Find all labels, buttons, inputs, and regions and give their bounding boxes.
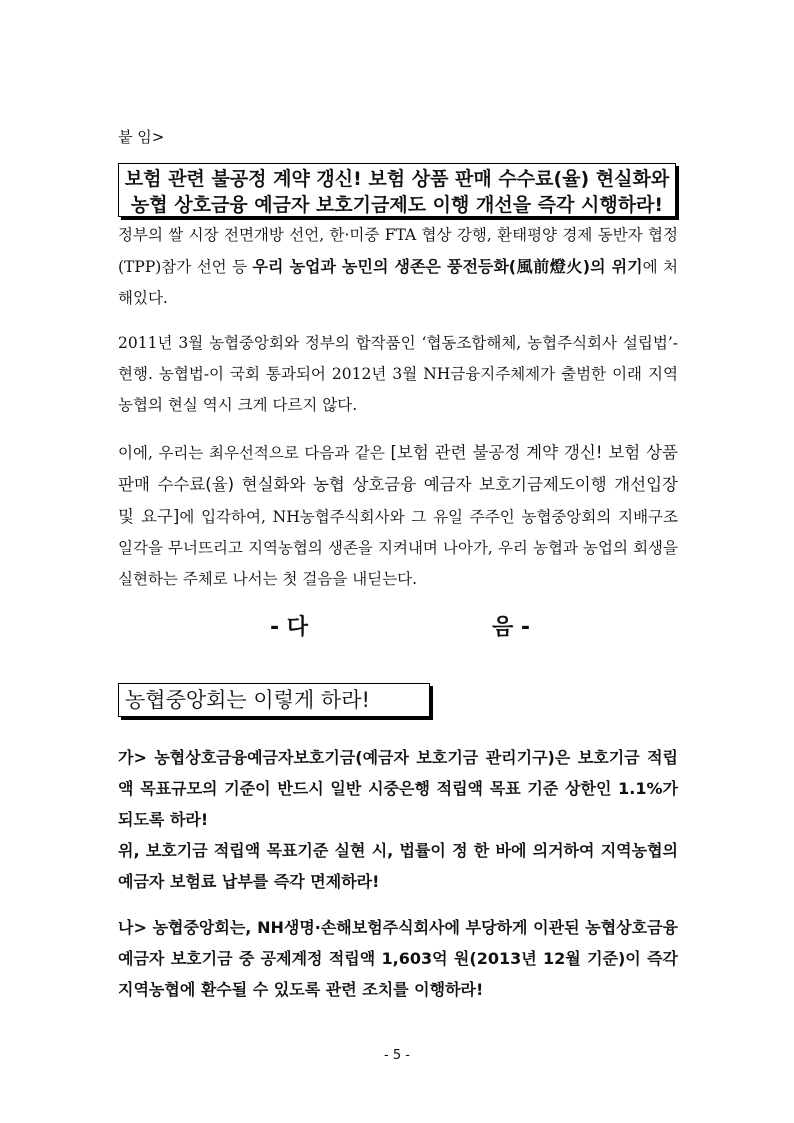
- intro-text-end: 에 처해있다.: [118, 258, 679, 307]
- paragraph-intro: [118, 220, 678, 314]
- paragraph-history: [118, 328, 678, 421]
- paragraph-resolution: [118, 437, 678, 595]
- heading-left: - 다: [270, 615, 309, 640]
- demand-ga-followup: 위, 보호기금 적립액 목표기준 실현 시, 법률이 정 한 바에 의거하여 지역농협의 예금자 보험료 납부를 즉각 면제하라!: [118, 841, 678, 891]
- resolution-text: 이에, 우리는 최우선적으로 다음과 같은: [118, 444, 391, 462]
- resolution-emphasis: [보험 관련 불공정 계약 갱신! 보험 상품 판매 수수료(율) 현실화와 농협 상호금융 예금자 보호기금제도이행 개선입장 및 요구]: [118, 443, 678, 526]
- page-number: - 5 -: [384, 1048, 410, 1063]
- demand-na: [118, 912, 678, 1005]
- intro-emphasis: 우리 농업과 농민의 생존은 풍전등화(風前燈火)의 위기: [252, 257, 643, 276]
- attachment-label: 붙 임>: [118, 128, 165, 146]
- title-line-2: 농협 상호금융 예금자 보호기금제도 이행 개선을 즉각 시행하라!: [130, 194, 664, 216]
- heading-right: 음 -: [491, 615, 530, 640]
- intro-text: 정부의 쌀 시장 전면개방 선언, 한·미중 FTA 협상 강행, 환태평양 경제 동반자 협정(TPP)참가 선언 등: [118, 226, 678, 276]
- demand-na-main: 나> 농협중앙회는, NH생명·손해보험주식회사에 부당하게 이관된 농협상호금융 예금자 보호기금 중 공제계정 적립액 1,603억 원(2013년 12월 기준)이 즉각 지역농협에 환수될 수 있도록 관련 조치를 이행하라!: [118, 918, 678, 999]
- resolution-text-end: 에 입각하여, NH농협주식회사와 그 유일 주주인 농협중앙회의 지배구조 일각을 무너뜨리고 지역농협의 생존을 지켜내며 나아가, 우리 농협과 농업의 회생을 실현하는 주체로 나서는 첫 걸음을 내딛는다.: [118, 508, 678, 588]
- title-box: [118, 163, 676, 217]
- title-line-1: 보험 관련 불공정 계약 갱신! 보험 상품 판매 수수료(율) 현실화와: [124, 168, 670, 190]
- history-text: 2011년 3월 농협중앙회와 정부의 합작품인 ‘협동조합해체, 농협주식회사 설립법’-현행. 농협법-이 국회 통과되어 2012년 3월 NH금융지주체제가 출범한 이래 지역농협의 현실 역시 크게 다르지 않다.: [118, 334, 678, 414]
- section-heading: [270, 610, 530, 641]
- demand-ga: [118, 742, 678, 897]
- subheading-box: 농협중앙회는 이렇게 하라!: [118, 683, 430, 717]
- demand-ga-main: 가> 농협상호금융예금자보호기금(예금자 보호기금 관리기구)은 보호기금 적립액 목표규모의 기준이 반드시 일반 시중은행 적립액 목표 기준 상한인 1.1%가 되도록 하라!: [118, 748, 678, 829]
